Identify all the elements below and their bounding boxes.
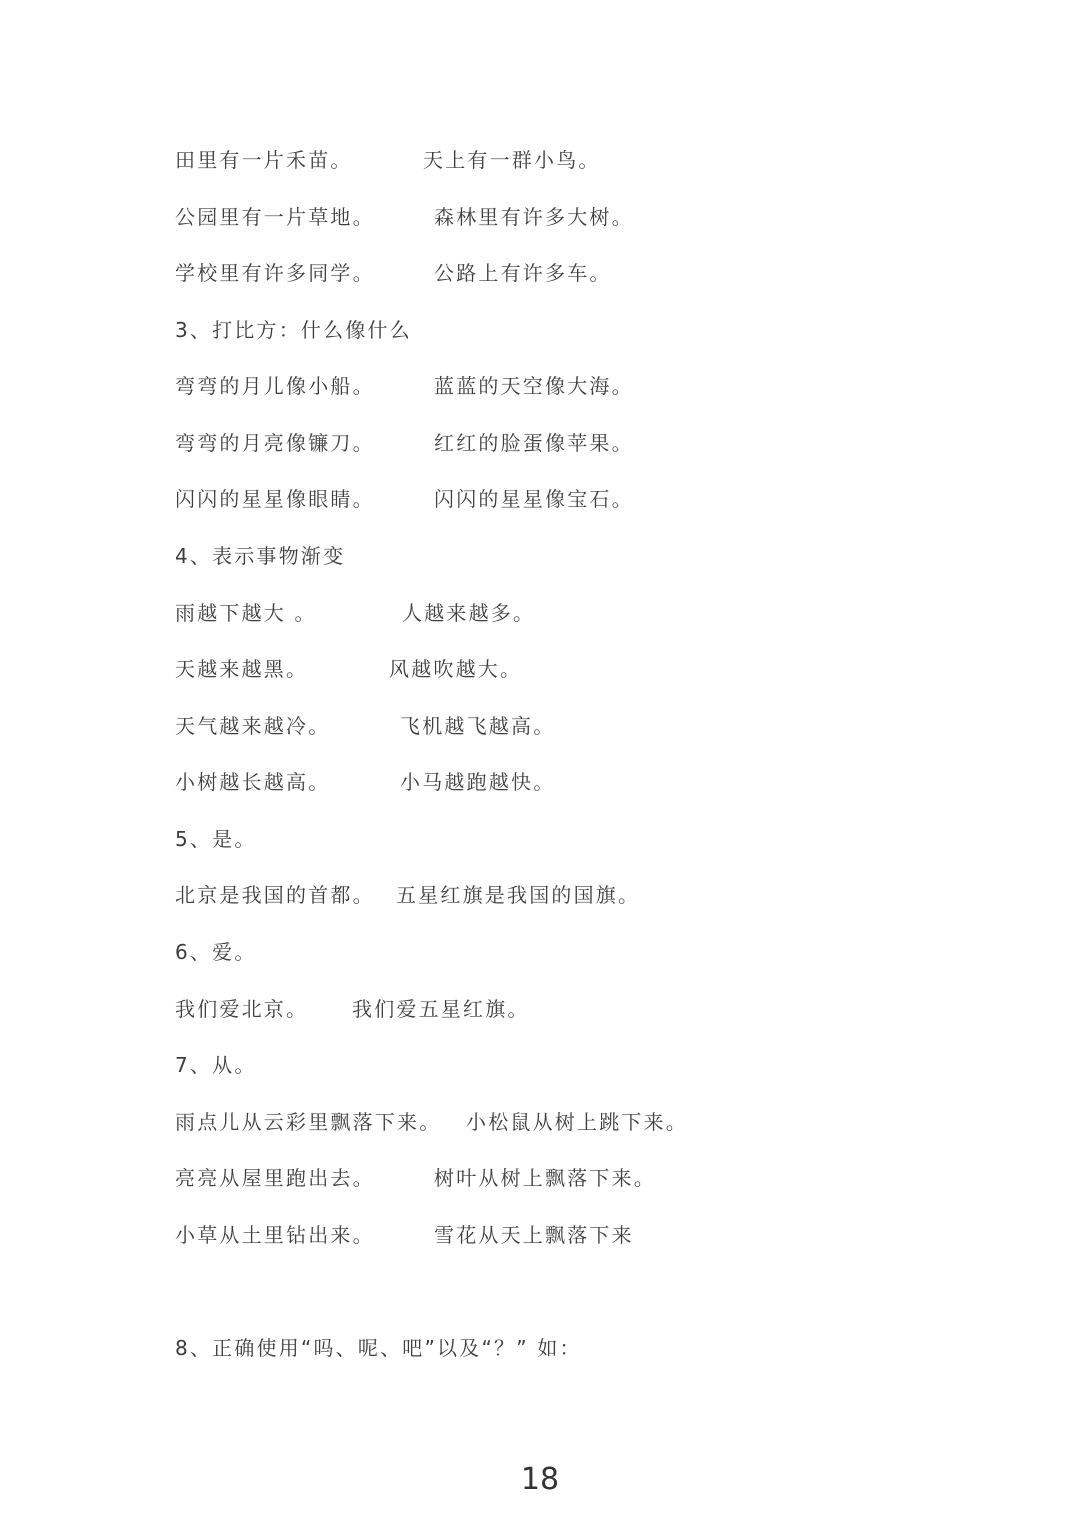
example-line-8: [175, 654, 523, 684]
heading-text: 3、打比方：什么像什么: [175, 318, 412, 342]
sentence-left: 天越来越黑。: [175, 657, 309, 681]
sentence-right: 人越来越多。: [402, 601, 536, 625]
heading-text: 8、正确使用“吗、呢、吧”以及“？” 如：: [175, 1336, 582, 1360]
example-line-2: [175, 202, 634, 232]
example-line-14: [175, 1163, 656, 1193]
section-heading-3: [175, 315, 412, 345]
example-line-15: [175, 1220, 634, 1250]
sentence-right: 飞机越飞越高。: [400, 714, 556, 738]
sentence-left: 北京是我国的首都。: [175, 883, 375, 907]
example-line-13: [175, 1107, 688, 1137]
heading-text: 7、从。: [175, 1053, 257, 1077]
section-heading-5: [175, 824, 257, 854]
heading-text: 4、表示事物渐变: [175, 544, 346, 568]
heading-text: 5、是。: [175, 827, 257, 851]
example-line-7: [175, 598, 536, 628]
section-heading-6: [175, 937, 257, 967]
sentence-right: 公路上有许多车。: [434, 261, 612, 285]
sentence-right: 红红的脸蛋像苹果。: [434, 431, 634, 455]
sentence-right: 雪花从天上飘落下来: [434, 1223, 634, 1247]
example-line-10: [175, 767, 556, 797]
sentence-left: 公园里有一片草地。: [175, 205, 375, 229]
example-line-3: [175, 258, 612, 288]
sentence-right: 我们爱五星红旗。: [352, 997, 530, 1021]
heading-text: 6、爱。: [175, 940, 257, 964]
sentence-right: 蓝蓝的天空像大海。: [434, 374, 634, 398]
example-line-12: [175, 994, 530, 1024]
sentence-right: 树叶从树上飘落下来。: [434, 1166, 656, 1190]
example-line-4: [175, 371, 634, 401]
sentence-left: 亮亮从屋里跑出去。: [175, 1166, 375, 1190]
example-line-9: [175, 711, 556, 741]
sentence-left: 弯弯的月儿像小船。: [175, 374, 375, 398]
sentence-left: 学校里有许多同学。: [175, 261, 375, 285]
sentence-left: 闪闪的星星像眼睛。: [175, 487, 375, 511]
example-line-11: [175, 880, 641, 910]
example-line-1: [175, 145, 601, 175]
sentence-right: 天上有一群小鸟。: [423, 148, 601, 172]
sentence-left: 小树越长越高。: [175, 770, 331, 794]
sentence-right: 风越吹越大。: [389, 657, 523, 681]
section-heading-7: [175, 1050, 257, 1080]
sentence-left: 雨越下越大 。: [175, 601, 317, 625]
sentence-right: 小松鼠从树上跳下来。: [466, 1110, 688, 1134]
example-line-6: [175, 484, 634, 514]
sentence-right: 五星红旗是我国的国旗。: [396, 883, 641, 907]
page-number: 18: [520, 1462, 560, 1497]
sentence-left: 弯弯的月亮像镰刀。: [175, 431, 375, 455]
sentence-left: 雨点儿从云彩里飘落下来。: [175, 1110, 442, 1134]
sentence-left: 我们爱北京。: [175, 997, 309, 1021]
sentence-right: 闪闪的星星像宝石。: [434, 487, 634, 511]
sentence-right: 森林里有许多大树。: [434, 205, 634, 229]
sentence-left: 田里有一片禾苗。: [175, 148, 353, 172]
example-line-5: [175, 428, 634, 458]
sentence-right: 小马越跑越快。: [400, 770, 556, 794]
section-heading-8: [175, 1333, 582, 1363]
sentence-left: 小草从土里钻出来。: [175, 1223, 375, 1247]
sentence-left: 天气越来越冷。: [175, 714, 331, 738]
section-heading-4: [175, 541, 345, 571]
